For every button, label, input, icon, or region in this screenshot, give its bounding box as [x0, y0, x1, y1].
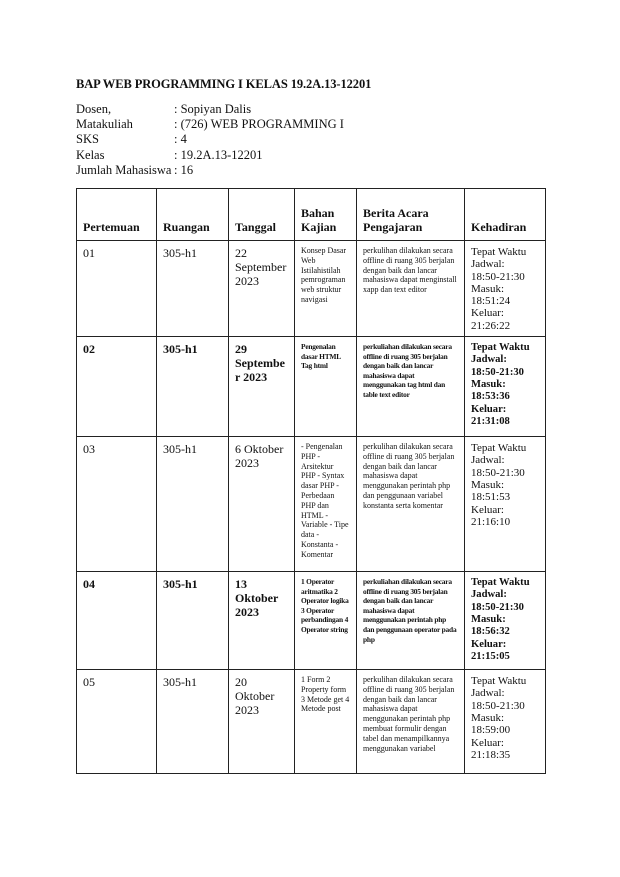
kehadiran-jadwal: 18:50-21:30 [471, 366, 524, 378]
info-matakuliah [76, 117, 344, 132]
table-row [77, 437, 546, 572]
kehadiran-keluar-label: Keluar: [471, 638, 507, 650]
info-value: : 19.2A.13-12201 [174, 147, 263, 162]
info-sks [76, 132, 344, 147]
table-header-row [77, 189, 546, 241]
cell-pertemuan: 02 [77, 337, 157, 437]
kehadiran-masuk-label: Masuk: [471, 478, 504, 491]
kehadiran-masuk-label: Masuk: [471, 378, 506, 390]
info-jumlah-mahasiswa [76, 163, 344, 178]
cell-ruangan: 305-h1 [157, 572, 229, 670]
kehadiran-keluar: 21:16:10 [471, 515, 511, 528]
kehadiran-jadwal-label: Jadwal: [471, 454, 505, 467]
info-value: : Sopiyan Dalis [174, 102, 252, 116]
header-ruangan: Ruangan [157, 189, 229, 241]
kehadiran-jadwal: 18:50-21:30 [471, 601, 524, 613]
table-row [77, 572, 546, 670]
course-info [76, 102, 344, 178]
kehadiran-keluar: 21:18:35 [471, 748, 511, 761]
cell-berita-acara: perkuliahan dilakukan secara offline di ruang 305 berjalan dengan baik dan lancar mahasiswa dapat menggunakan tag html dan table text editor [357, 337, 465, 437]
cell-kehadiran [465, 670, 546, 774]
info-key: Kelas [76, 147, 105, 162]
kehadiran-keluar: 21:31:08 [471, 415, 510, 427]
cell-bahan-kajian: 1 Form 2 Property form 3 Metode get 4 Metode post [295, 670, 357, 774]
cell-pertemuan: 05 [77, 670, 157, 774]
cell-berita-acara: perkulihan dilakukan secara offline di ruang 305 berjalan dengan baik dan lancar mahasiswa dapat menggunakan perintah php membuat formulir dengan tabel dan menampilkannya menggunakan variabel [357, 670, 465, 774]
kehadiran-keluar-label: Keluar: [471, 403, 507, 415]
kehadiran-status: Tepat Waktu [471, 442, 527, 455]
kehadiran-masuk: 18:51:53 [471, 491, 511, 504]
cell-bahan-kajian: - Pengenalan PHP - Arsitektur PHP - Syntax dasar PHP - Perbedaan PHP dan HTML - Variable - Tipe data - Konstanta - Komentar [295, 437, 357, 572]
info-value: : 16 [174, 162, 194, 177]
cell-kehadiran [465, 241, 546, 337]
cell-kehadiran [465, 337, 546, 437]
cell-bahan-kajian: 1 Operator aritmatika 2 Operator logika 3 Operator perbandingan 4 Operator string [295, 572, 357, 670]
kehadiran-masuk: 18:53:36 [471, 391, 510, 403]
kehadiran-jadwal-label: Jadwal: [471, 354, 507, 366]
kehadiran-keluar-label: Keluar: [471, 307, 504, 320]
kehadiran-masuk-label: Masuk: [471, 613, 506, 625]
info-dosen [76, 102, 344, 117]
kehadiran-jadwal-label: Jadwal: [471, 258, 505, 271]
cell-berita-acara: perkulihan dilakukan secara offline di ruang 305 berjalan dengan baik dan lancar mahasiswa dapat menggunakan perintah php dan penggunaan variabel konstanta serta komentar [357, 437, 465, 572]
kehadiran-jadwal-label: Jadwal: [471, 589, 507, 601]
info-value: : (726) WEB PROGRAMMING I [174, 117, 344, 132]
cell-berita-acara: perkulihan dilakukan secara offline di ruang 305 berjalan dengan baik dan lancar mahasiswa dapat menginstall xapp dan text editor [357, 241, 465, 337]
cell-ruangan: 305-h1 [157, 241, 229, 337]
info-key: Matakuliah [76, 117, 133, 132]
info-key: Jumlah Mahasiswa [76, 162, 172, 177]
kehadiran-keluar: 21:26:22 [471, 319, 511, 332]
kehadiran-jadwal: 18:50-21:30 [471, 466, 525, 479]
cell-tanggal: 20 Oktober 2023 [229, 670, 295, 774]
kehadiran-masuk-label: Masuk: [471, 282, 504, 295]
kehadiran-status: Tepat Waktu [471, 675, 527, 688]
cell-berita-acara: perkuliahan dilakukan secara offline di ruang 305 berjalan dengan baik dan lancar mahasiswa dapat menggunakan perintah php dan penggunaan operator pada php [357, 572, 465, 670]
cell-pertemuan: 01 [77, 241, 157, 337]
kehadiran-jadwal: 18:50-21:30 [471, 270, 525, 283]
cell-tanggal: 13 Oktober 2023 [229, 572, 295, 670]
document-title: BAP WEB PROGRAMMING I KELAS 19.2A.13-12201 [76, 77, 372, 91]
cell-tanggal: 29 September 2023 [229, 337, 295, 437]
cell-ruangan: 305-h1 [157, 337, 229, 437]
info-value: : 4 [174, 132, 187, 147]
header-tanggal: Tanggal [229, 189, 295, 241]
kehadiran-keluar-label: Keluar: [471, 503, 504, 516]
info-key: SKS [76, 132, 99, 147]
kehadiran-masuk-label: Masuk: [471, 711, 504, 724]
header-berita-acara: Berita Acara Pengajaran [357, 189, 465, 241]
header-pertemuan: Pertemuan [77, 189, 157, 241]
kehadiran-jadwal: 18:50-21:30 [471, 699, 525, 712]
kehadiran-status: Tepat Waktu [471, 342, 530, 354]
header-kehadiran: Kehadiran [465, 189, 546, 241]
table-row [77, 670, 546, 774]
cell-pertemuan: 04 [77, 572, 157, 670]
cell-tanggal: 22 September 2023 [229, 241, 295, 337]
table-row [77, 241, 546, 337]
kehadiran-status: Tepat Waktu [471, 577, 530, 589]
header-bahan-kajian: Bahan Kajian [295, 189, 357, 241]
cell-pertemuan: 03 [77, 437, 157, 572]
cell-bahan-kajian: Konsep Dasar Web Istilahistilah pemrograman web struktur navigasi [295, 241, 357, 337]
cell-bahan-kajian: Pengenalan dasar HTML Tag html [295, 337, 357, 437]
cell-kehadiran [465, 572, 546, 670]
info-key: Dosen, [76, 102, 112, 116]
table-row [77, 337, 546, 437]
kehadiran-status: Tepat Waktu [471, 246, 527, 258]
cell-ruangan: 305-h1 [157, 670, 229, 774]
cell-ruangan: 305-h1 [157, 437, 229, 572]
info-kelas [76, 148, 344, 163]
kehadiran-keluar: 21:15:05 [471, 650, 510, 662]
cell-kehadiran [465, 437, 546, 572]
kehadiran-keluar-label: Keluar: [471, 736, 504, 749]
kehadiran-masuk: 18:51:24 [471, 295, 511, 308]
bap-table [76, 188, 546, 774]
kehadiran-masuk: 18:59:00 [471, 724, 511, 737]
kehadiran-masuk: 18:56:32 [471, 626, 510, 638]
kehadiran-jadwal-label: Jadwal: [471, 687, 505, 700]
cell-tanggal: 6 Oktober 2023 [229, 437, 295, 572]
